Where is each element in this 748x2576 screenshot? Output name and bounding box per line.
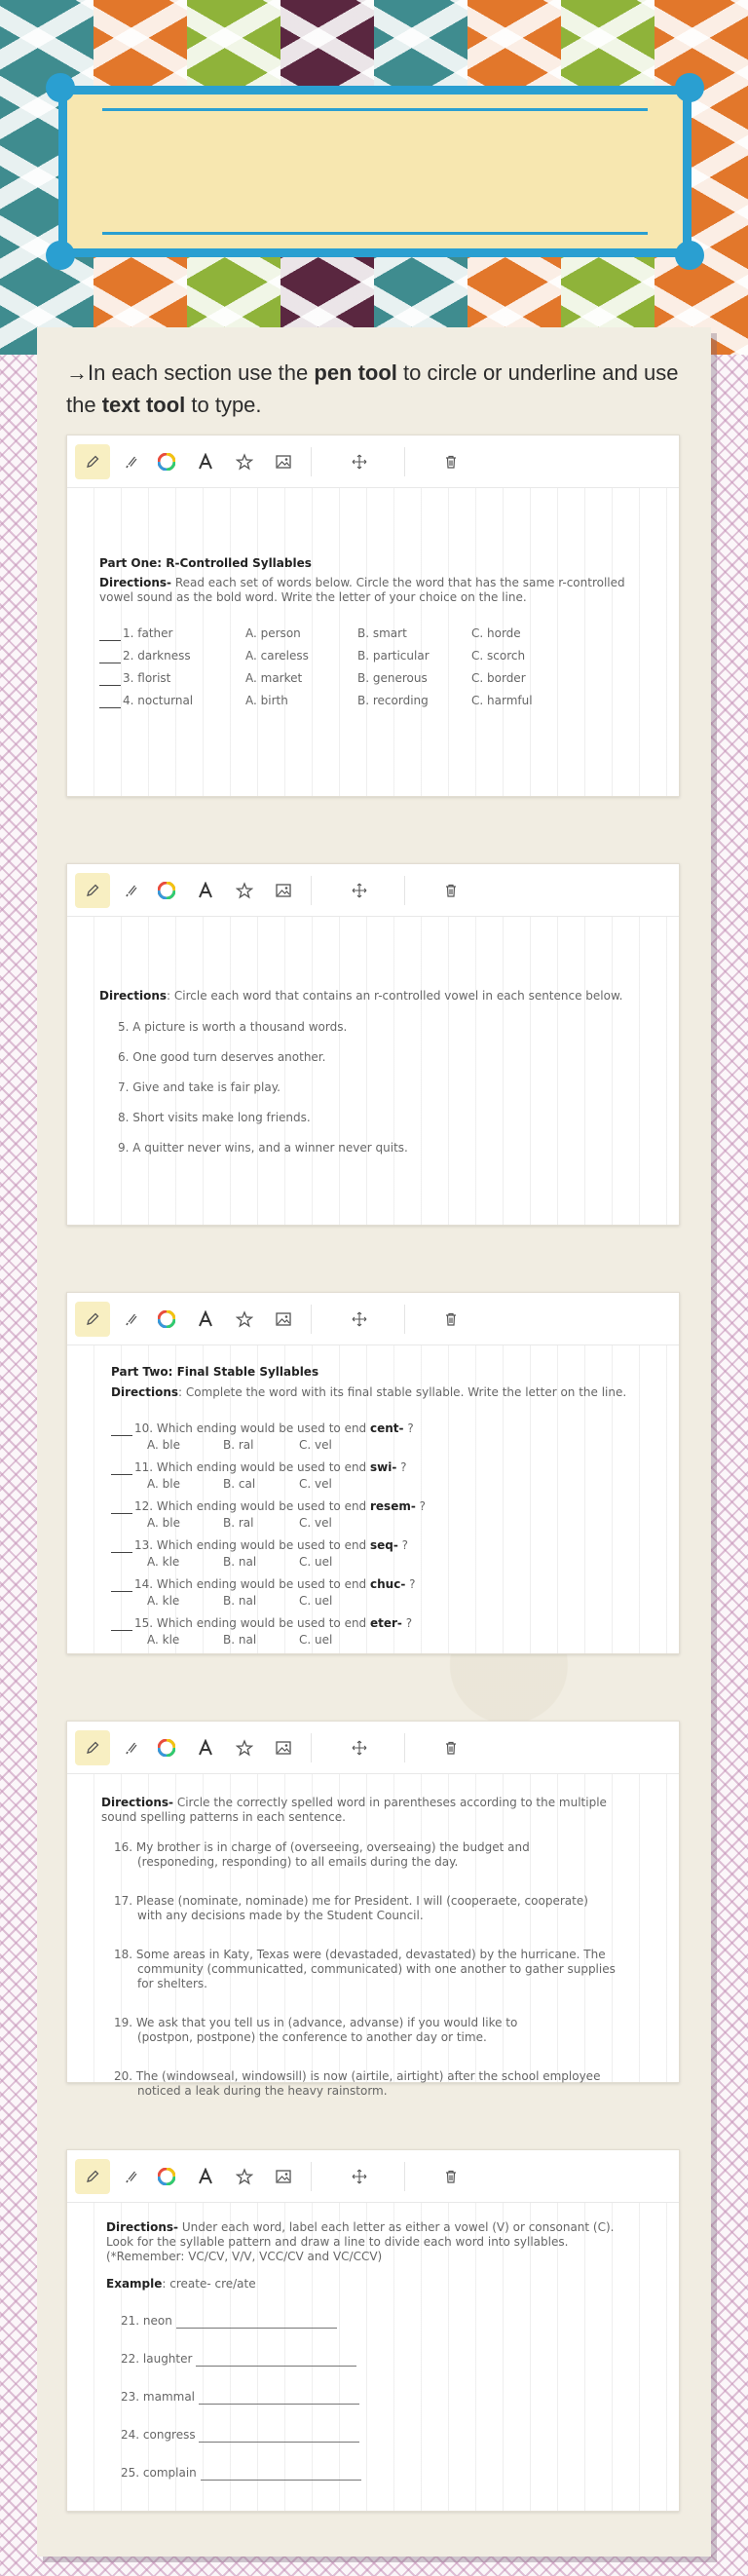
answer-line[interactable] — [199, 2428, 359, 2443]
pencil-tool-button[interactable] — [75, 1302, 110, 1337]
trash-tool-button[interactable] — [433, 444, 468, 479]
text-icon — [197, 1310, 214, 1328]
highlighter-icon — [124, 1740, 139, 1756]
page-instruction: →In each section use the pen tool to circle or underline and use the text tool to type. — [66, 360, 679, 417]
sentence-item: 5. A picture is worth a thousand words. — [118, 1020, 348, 1034]
toolbar-divider — [311, 447, 312, 476]
star-tool-button[interactable] — [227, 873, 262, 908]
sentence-item: 19. We ask that you tell us in (advance, advanse) if you would like to (postpon, postpone) the conference to another day or time. — [114, 2016, 518, 2044]
color-wheel-tool-button[interactable] — [149, 1730, 184, 1765]
trash-icon — [443, 883, 459, 898]
question-item: 14. Which ending would be used to end chuc- ? — [111, 1577, 415, 1592]
star-icon — [236, 1739, 253, 1757]
answer-line[interactable] — [196, 2352, 356, 2367]
section-directions: Directions- Read each set of words below. Circle the word that has the same r-controlled vowel sound as the bold word. Write the letter of your choice on the line. — [99, 576, 625, 604]
color-wheel-tool-button[interactable] — [149, 444, 184, 479]
question-item: 15. Which ending would be used to end eter- ? — [111, 1616, 412, 1631]
section-title: Part Two: Final Stable Syllables — [111, 1365, 319, 1379]
section-directions: Directions- Under each word, label each letter as either a vowel (V) or consonant (C). Look for the syllable pattern and draw a line to divide each word into syllables. (*Remember: VC/CV, V/V, VCC/CV and VC/CCV) — [106, 2220, 615, 2263]
answer-line[interactable] — [199, 2390, 359, 2405]
image-icon — [275, 1739, 292, 1757]
pencil-icon — [85, 454, 100, 470]
color-wheel-tool-button[interactable] — [149, 873, 184, 908]
plaque-line — [102, 108, 648, 111]
answer-blank[interactable] — [111, 1421, 132, 1436]
answer-blank[interactable] — [99, 694, 121, 708]
activity-card-1[interactable] — [66, 435, 680, 797]
image-icon — [275, 882, 292, 899]
answer-options: A. ble B. cal C. vel — [147, 1477, 332, 1491]
sentence-item: 8. Short visits make long friends. — [118, 1111, 311, 1124]
answer-blank[interactable] — [111, 1499, 132, 1514]
trash-icon — [443, 454, 459, 470]
tool-bar — [67, 436, 679, 488]
pencil-icon — [85, 1311, 100, 1327]
sentence-item: 7. Give and take is fair play. — [118, 1080, 280, 1094]
tool-bar — [67, 1293, 679, 1345]
highlighter-icon — [124, 883, 139, 898]
highlighter-icon — [124, 2169, 139, 2184]
pencil-icon — [85, 1740, 100, 1756]
sentence-item: 6. One good turn deserves another. — [118, 1050, 326, 1064]
toolbar-divider — [311, 876, 312, 905]
section-title: Part One: R-Controlled Syllables — [99, 556, 312, 570]
sentence-item: 18. Some areas in Katy, Texas were (devastaded, devastated) by the hurricane. The community (communicatted, communicated) with one another to gather supplies for shelters. — [114, 1948, 616, 1990]
star-icon — [236, 453, 253, 471]
answer-options: A. ble B. ral C. vel — [147, 1438, 332, 1452]
image-icon — [275, 2168, 292, 2185]
toolbar-divider — [404, 1733, 405, 1762]
toolbar-divider — [404, 2162, 405, 2191]
tool-bar — [67, 2150, 679, 2203]
answer-blank[interactable] — [99, 649, 121, 663]
answer-blank[interactable] — [99, 626, 121, 641]
section-directions: Directions- Circle the correctly spelled word in parentheses according to the multiple sound spelling patterns in each sentence. — [101, 1796, 607, 1824]
move-tool-button[interactable] — [342, 1302, 377, 1337]
text-tool-button[interactable] — [188, 2159, 223, 2194]
star-icon — [236, 1310, 253, 1328]
move-tool-button[interactable] — [342, 444, 377, 479]
move-tool-button[interactable] — [342, 1730, 377, 1765]
word-item: 25. complain — [121, 2466, 361, 2481]
text-tool-button[interactable] — [188, 1302, 223, 1337]
word-item: 23. mammal — [121, 2390, 359, 2405]
word-item: 22. laughter — [121, 2352, 356, 2367]
color-wheel-icon — [158, 1310, 175, 1328]
sentence-item: 17. Please (nominate, nominade) me for President. I will (cooperaete, cooperate) with any decisions made by the Student Council. — [114, 1894, 588, 1922]
sentence-item: 16. My brother is in charge of (overseeing, overseaing) the budget and (responeding, responding) to all emails during the day. — [114, 1840, 530, 1869]
pencil-icon — [85, 2169, 100, 2184]
answer-line[interactable] — [201, 2466, 361, 2481]
answer-options: A. kle B. nal C. uel — [147, 1594, 333, 1608]
section-directions: Directions: Complete the word with its final stable syllable. Write the letter on the line. — [111, 1385, 627, 1399]
sentence-item: 9. A quitter never wins, and a winner never quits. — [118, 1141, 408, 1155]
sentence-item: 20. The (windowseal, windowsill) is now (airtile, airtight) after the school employee noticed a leak during the heavy rainstorm. — [114, 2069, 601, 2098]
activity-card-5[interactable] — [66, 2149, 680, 2512]
pencil-tool-button[interactable] — [75, 873, 110, 908]
activity-card-4[interactable] — [66, 1721, 680, 2098]
toolbar-divider — [311, 1733, 312, 1762]
text-tool-button[interactable] — [188, 444, 223, 479]
plaque-corner — [46, 73, 75, 102]
highlighter-tool-button[interactable] — [114, 873, 149, 908]
highlighter-icon — [124, 454, 139, 470]
answer-options: A. kle B. nal C. uel — [147, 1633, 333, 1647]
answer-line[interactable] — [176, 2314, 337, 2329]
star-tool-button[interactable] — [227, 1302, 262, 1337]
question-item: 11. Which ending would be used to end swi- ? — [111, 1460, 407, 1475]
image-tool-button[interactable] — [266, 1730, 301, 1765]
section-directions: Directions: Circle each word that contains an r-controlled vowel in each sentence below. — [99, 989, 623, 1003]
pencil-tool-button[interactable] — [75, 1730, 110, 1765]
trash-tool-button[interactable] — [433, 1302, 468, 1337]
toolbar-divider — [404, 876, 405, 905]
highlighter-tool-button[interactable] — [114, 444, 149, 479]
activity-card-2[interactable] — [66, 863, 680, 1226]
pencil-tool-button[interactable] — [75, 444, 110, 479]
star-tool-button[interactable] — [227, 1730, 262, 1765]
pencil-tool-button[interactable] — [75, 2159, 110, 2194]
text-icon — [197, 882, 214, 899]
worksheet-page — [37, 327, 711, 2557]
toolbar-divider — [404, 447, 405, 476]
answer-blank[interactable] — [111, 1538, 132, 1553]
example-text: Example: create- cre/ate — [106, 2277, 256, 2291]
trash-tool-button[interactable] — [433, 1730, 468, 1765]
word-item: 21. neon — [121, 2314, 337, 2329]
trash-tool-button[interactable] — [433, 2159, 468, 2194]
plaque-corner — [675, 241, 704, 270]
word-item: 24. congress — [121, 2428, 359, 2443]
move-icon — [351, 453, 368, 471]
plaque-corner — [675, 73, 704, 102]
image-icon — [275, 453, 292, 471]
highlighter-tool-button[interactable] — [114, 1302, 149, 1337]
text-icon — [197, 2168, 214, 2185]
color-wheel-tool-button[interactable] — [149, 1302, 184, 1337]
question-row: 2. darkness A. careless B. particular C. scorch — [99, 649, 191, 663]
trash-icon — [443, 1740, 459, 1756]
title-plaque — [58, 86, 692, 257]
answer-blank[interactable] — [111, 1616, 132, 1631]
activity-card-3[interactable] — [66, 1292, 680, 1654]
answer-options: A. kle B. nal C. uel — [147, 1555, 333, 1569]
tool-bar — [67, 1722, 679, 1774]
answer-options: A. ble B. ral C. vel — [147, 1516, 332, 1530]
trash-icon — [443, 2169, 459, 2184]
highlighter-tool-button[interactable] — [114, 1730, 149, 1765]
image-icon — [275, 1310, 292, 1328]
trash-icon — [443, 1311, 459, 1327]
text-tool-button[interactable] — [188, 1730, 223, 1765]
text-icon — [197, 1739, 214, 1757]
move-icon — [351, 1739, 368, 1757]
toolbar-divider — [311, 1305, 312, 1334]
question-item: 10. Which ending would be used to end cent- ? — [111, 1421, 414, 1436]
highlighter-tool-button[interactable] — [114, 2159, 149, 2194]
toolbar-divider — [311, 2162, 312, 2191]
move-icon — [351, 882, 368, 899]
trash-tool-button[interactable] — [433, 873, 468, 908]
star-tool-button[interactable] — [227, 444, 262, 479]
question-row: 4. nocturnal A. birth B. recording C. harmful — [99, 694, 193, 708]
question-row: 1. father A. person B. smart C. horde — [99, 626, 172, 641]
color-wheel-icon — [158, 1739, 175, 1757]
star-icon — [236, 2168, 253, 2185]
question-item: 12. Which ending would be used to end resem- ? — [111, 1499, 426, 1514]
question-item: 13. Which ending would be used to end seq- ? — [111, 1538, 408, 1553]
move-icon — [351, 1310, 368, 1328]
pencil-icon — [85, 883, 100, 898]
image-tool-button[interactable] — [266, 1302, 301, 1337]
move-icon — [351, 2168, 368, 2185]
plaque-line — [102, 232, 648, 235]
color-wheel-tool-button[interactable] — [149, 2159, 184, 2194]
tool-bar — [67, 864, 679, 917]
answer-blank[interactable] — [111, 1577, 132, 1592]
answer-blank[interactable] — [111, 1460, 132, 1475]
image-tool-button[interactable] — [266, 444, 301, 479]
text-icon — [197, 453, 214, 471]
color-wheel-icon — [158, 882, 175, 899]
question-row: 3. florist A. market B. generous C. border — [99, 671, 170, 686]
star-tool-button[interactable] — [227, 2159, 262, 2194]
image-tool-button[interactable] — [266, 873, 301, 908]
star-icon — [236, 882, 253, 899]
color-wheel-icon — [158, 453, 175, 471]
text-tool-button[interactable] — [188, 873, 223, 908]
image-tool-button[interactable] — [266, 2159, 301, 2194]
move-tool-button[interactable] — [342, 2159, 377, 2194]
answer-blank[interactable] — [99, 671, 121, 686]
toolbar-divider — [404, 1305, 405, 1334]
color-wheel-icon — [158, 2168, 175, 2185]
highlighter-icon — [124, 1311, 139, 1327]
move-tool-button[interactable] — [342, 873, 377, 908]
plaque-corner — [46, 241, 75, 270]
